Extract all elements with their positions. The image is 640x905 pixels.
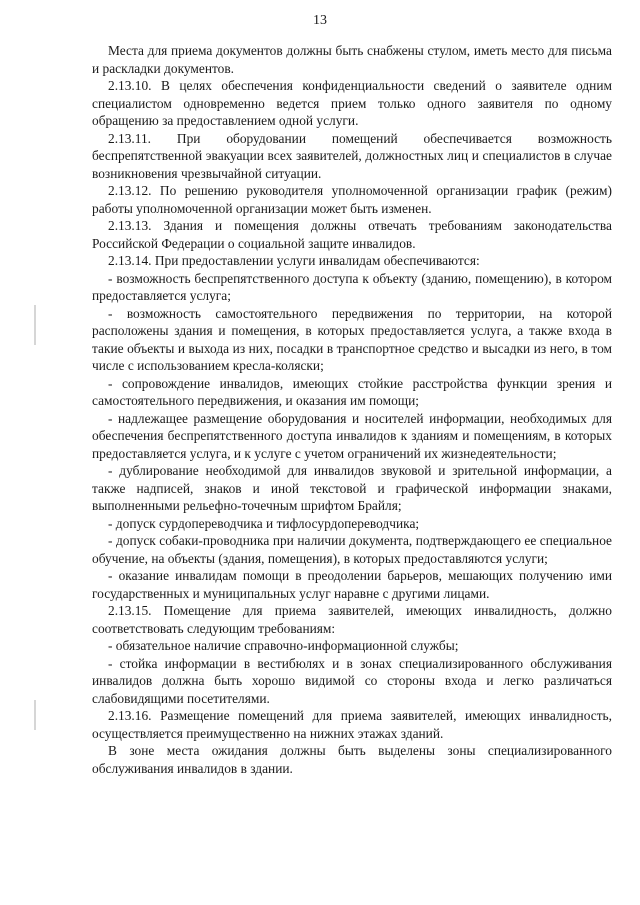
paragraph: 2.13.12. По решению руководителя уполномоченной организации график (режим) работы уполномоченной организации может быть изменен. bbox=[92, 183, 612, 216]
paragraph: Места для приема документов должны быть снабжены стулом, иметь место для письма и раскладки документов. bbox=[92, 43, 612, 76]
document-body bbox=[92, 42, 612, 777]
paragraph: 2.13.10. В целях обеспечения конфиденциальности сведений о заявителе одним специалистом одновременно ведется прием только одного заявителя по одному обращению за предоставлением одной услуги. bbox=[92, 78, 612, 128]
scan-margin-mark bbox=[34, 305, 36, 345]
paragraph: 2.13.14. При предоставлении услуги инвалидам обеспечиваются: bbox=[108, 253, 480, 268]
paragraph: В зоне места ожидания должны быть выделены зоны специализированного обслуживания инвалидов в здании. bbox=[92, 743, 612, 776]
paragraph: 2.13.11. При оборудовании помещений обеспечивается возможность беспрепятственной эвакуации всех заявителей, должностных лиц и специалистов в случае возникновения чрезвычайной ситуации. bbox=[92, 130, 612, 181]
page-number: 13 bbox=[313, 13, 327, 28]
list-item: - возможность беспрепятственного доступа к объекту (зданию, помещению), в котором предоставляется услуга; bbox=[92, 270, 612, 303]
paragraph: 2.13.15. Помещение для приема заявителей, имеющих инвалидность, должно соответствовать следующим требованиям: bbox=[92, 603, 612, 636]
scan-margin-mark bbox=[34, 700, 36, 730]
list-item: - сопровождение инвалидов, имеющих стойкие расстройства функции зрения и самостоятельного передвижения, и оказания им помощи; bbox=[92, 375, 612, 408]
paragraph: 2.13.16. Размещение помещений для приема заявителей, имеющих инвалидность, осуществляется преимущественно на нижних этажах зданий. bbox=[92, 708, 612, 741]
list-item: - стойка информации в вестибюлях и в зонах специализированного обслуживания инвалидов должна быть хорошо видимой со стороны входа и легко различаться слабовидящими посетителями. bbox=[92, 655, 612, 706]
paragraph: 2.13.13. Здания и помещения должны отвечать требованиям законодательства Российской Федерации о социальной защите инвалидов. bbox=[92, 218, 612, 251]
list-item: - оказание инвалидам помощи в преодолении барьеров, мешающих получению ими государственных и муниципальных услуг наравне с другими лицами. bbox=[92, 568, 612, 601]
list-item: - допуск сурдопереводчика и тифлосурдопереводчика; bbox=[108, 515, 420, 531]
list-item: - дублирование необходимой для инвалидов звуковой и зрительной информации, а также надписей, знаков и иной текстовой и графической информации знаками, выполненными рельефно-точечным шрифтом Брайля; bbox=[92, 463, 612, 513]
list-item: - допуск собаки-проводника при наличии документа, подтверждающего ее специальное обучение, на объекты (здания, помещения), в которых предоставляются услуги; bbox=[92, 533, 612, 566]
list-item: - возможность самостоятельного передвижения по территории, на которой расположены здания и помещения, в которых предоставляется услуга, а также входа в такие объекты и выхода из них, посадки в транспортное средство и высадки из него, в том числе с использованием кресла-коляски; bbox=[92, 305, 612, 373]
list-item: - надлежащее размещение оборудования и носителей информации, необходимых для обеспечения беспрепятственного доступа инвалидов к зданиям и помещениям, в которых предоставляется услуга, и к услуге с учетом ограничений их жизнедеятельности; bbox=[92, 410, 612, 461]
list-item: - обязательное наличие справочно-информационной службы; bbox=[108, 638, 459, 653]
